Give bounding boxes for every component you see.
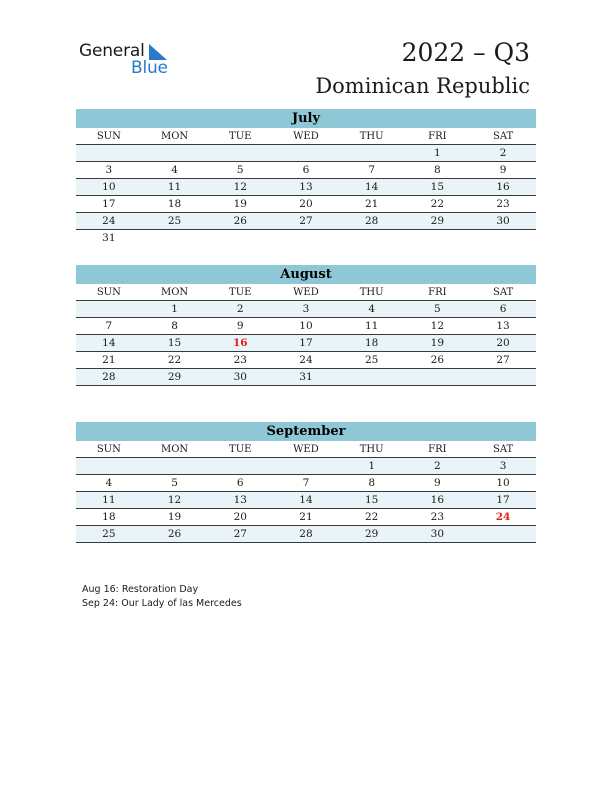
- weekday-header-row: [76, 441, 536, 458]
- day-cell: 26: [233, 215, 247, 227]
- week-row: [76, 526, 536, 543]
- weekday-label: SUN: [96, 131, 121, 142]
- holiday-note: Sep 24: Our Lady of las Mercedes: [82, 598, 242, 609]
- day-cell: 15: [430, 181, 445, 193]
- day-cell: 5: [171, 477, 178, 489]
- day-cell: [142, 458, 208, 474]
- day-cell: 21: [102, 354, 116, 366]
- day-cell: 19: [430, 337, 445, 349]
- day-cell: 18: [102, 511, 116, 523]
- day-cell: [273, 145, 339, 161]
- day-cell: 8: [434, 164, 441, 176]
- day-cell: [273, 458, 339, 474]
- week-row: [76, 458, 536, 475]
- weekday-header-row: [76, 284, 536, 301]
- month-name: July: [76, 109, 536, 128]
- day-cell: 12: [430, 320, 445, 332]
- day-cell: 9: [499, 164, 507, 176]
- weekday-label: SAT: [492, 444, 514, 455]
- day-cell: 30: [233, 371, 247, 383]
- day-cell: [142, 230, 208, 247]
- week-row: [76, 213, 536, 230]
- day-cell: 1: [368, 460, 375, 472]
- weekday-label: TUE: [229, 131, 252, 142]
- day-cell: [76, 145, 142, 161]
- day-cell: [339, 230, 405, 247]
- day-cell: 9: [236, 320, 244, 332]
- day-cell: 26: [430, 354, 445, 366]
- month-name: August: [76, 265, 536, 284]
- day-cell: [142, 145, 208, 161]
- weekday-label: THU: [359, 444, 384, 455]
- week-row: [76, 196, 536, 213]
- day-cell: 12: [167, 494, 182, 506]
- day-cell: 8: [171, 320, 178, 332]
- day-cell: 23: [496, 198, 510, 210]
- day-cell: 28: [299, 528, 313, 540]
- logo-word-blue: Blue: [131, 58, 168, 78]
- weekday-label: MON: [160, 444, 189, 455]
- day-cell: [339, 369, 405, 385]
- day-cell: 28: [364, 215, 379, 227]
- day-cell: [273, 230, 339, 247]
- weekday-label: MON: [160, 287, 189, 298]
- day-cell: [76, 301, 142, 317]
- day-cell: 27: [299, 215, 313, 227]
- day-cell: 17: [299, 337, 313, 349]
- day-cell: 18: [364, 337, 379, 349]
- day-cell: [207, 145, 273, 161]
- day-cell: 22: [167, 354, 182, 366]
- week-row: [76, 492, 536, 509]
- day-cell: 29: [364, 528, 379, 540]
- day-cell: 11: [364, 320, 379, 332]
- day-cell: 17: [102, 198, 116, 210]
- day-cell: 7: [105, 320, 113, 332]
- weekday-label: TUE: [229, 287, 252, 298]
- day-cell: 6: [302, 164, 310, 176]
- day-cell: 16: [430, 494, 445, 506]
- day-cell: 31: [299, 371, 313, 383]
- day-cell: 10: [299, 320, 313, 332]
- page-title-country: Dominican Republic: [315, 74, 530, 98]
- day-cell: 5: [236, 164, 244, 176]
- day-cell: 4: [171, 164, 178, 176]
- day-cell: 14: [299, 494, 313, 506]
- day-cell: 23: [430, 511, 445, 523]
- week-row: [76, 335, 536, 352]
- day-cell: 21: [364, 198, 379, 210]
- holiday-day-cell: 16: [232, 337, 248, 349]
- month-name: September: [76, 422, 536, 441]
- weekday-label: WED: [293, 287, 319, 298]
- day-cell: [470, 369, 536, 385]
- day-cell: 2: [236, 303, 244, 315]
- weekday-header-row: [76, 128, 536, 145]
- day-cell: 25: [364, 354, 379, 366]
- day-cell: 18: [167, 198, 182, 210]
- day-cell: 15: [167, 337, 182, 349]
- day-cell: [207, 230, 273, 247]
- day-cell: 30: [430, 528, 445, 540]
- day-cell: [470, 526, 536, 542]
- day-cell: 14: [102, 337, 116, 349]
- day-cell: 22: [364, 511, 379, 523]
- day-cell: 23: [233, 354, 247, 366]
- day-cell: [207, 458, 273, 474]
- day-cell: 4: [368, 303, 375, 315]
- day-cell: 22: [430, 198, 445, 210]
- day-cell: 1: [434, 147, 441, 159]
- week-row: [76, 301, 536, 318]
- holiday-day-cell: 24: [495, 511, 511, 523]
- week-row: [76, 509, 536, 526]
- day-cell: 11: [102, 494, 116, 506]
- weekday-label: FRI: [428, 444, 447, 455]
- weekday-label: FRI: [428, 287, 447, 298]
- month-july: [76, 109, 536, 247]
- week-row: [76, 352, 536, 369]
- weekday-label: TUE: [229, 444, 252, 455]
- week-row: [76, 369, 536, 386]
- day-cell: 13: [233, 494, 247, 506]
- weekday-label: THU: [359, 287, 384, 298]
- day-cell: 28: [102, 371, 116, 383]
- day-cell: 8: [368, 477, 375, 489]
- day-cell: 19: [167, 511, 182, 523]
- day-cell: 11: [167, 181, 182, 193]
- holiday-notes: [82, 583, 242, 611]
- week-row: [76, 475, 536, 492]
- week-row: [76, 145, 536, 162]
- weekday-label: FRI: [428, 131, 447, 142]
- day-cell: 4: [105, 477, 113, 489]
- day-cell: 3: [302, 303, 310, 315]
- week-row: [76, 318, 536, 335]
- day-cell: 26: [167, 528, 182, 540]
- day-cell: 1: [171, 303, 178, 315]
- day-cell: 3: [499, 460, 507, 472]
- weekday-label: SAT: [492, 287, 514, 298]
- day-cell: 25: [102, 528, 116, 540]
- day-cell: [470, 230, 536, 247]
- day-cell: 27: [496, 354, 510, 366]
- weekday-label: SUN: [96, 287, 121, 298]
- month-august: [76, 265, 536, 386]
- weekday-label: WED: [293, 444, 319, 455]
- weekday-label: THU: [359, 131, 384, 142]
- day-cell: 14: [364, 181, 379, 193]
- generalblue-logo: [79, 41, 179, 81]
- holiday-note: Aug 16: Restoration Day: [82, 584, 199, 595]
- day-cell: [339, 145, 405, 161]
- day-cell: 2: [434, 460, 441, 472]
- day-cell: 21: [299, 511, 313, 523]
- day-cell: 24: [102, 215, 116, 227]
- page-title-year: 2022 – Q3: [401, 38, 530, 67]
- day-cell: 20: [299, 198, 313, 210]
- day-cell: 7: [302, 477, 310, 489]
- day-cell: [76, 458, 142, 474]
- day-cell: 7: [368, 164, 375, 176]
- day-cell: 3: [105, 164, 113, 176]
- day-cell: 30: [496, 215, 510, 227]
- week-row: [76, 179, 536, 196]
- day-cell: 5: [434, 303, 441, 315]
- day-cell: 17: [496, 494, 510, 506]
- day-cell: 27: [233, 528, 247, 540]
- day-cell: 29: [167, 371, 182, 383]
- day-cell: 12: [233, 181, 247, 193]
- weekday-label: WED: [293, 131, 319, 142]
- day-cell: 10: [102, 181, 116, 193]
- weekday-label: MON: [160, 131, 189, 142]
- day-cell: 29: [430, 215, 445, 227]
- day-cell: [405, 230, 471, 247]
- day-cell: 6: [499, 303, 507, 315]
- month-september: [76, 422, 536, 543]
- day-cell: 6: [236, 477, 244, 489]
- day-cell: 13: [496, 320, 510, 332]
- day-cell: 20: [496, 337, 510, 349]
- day-cell: 10: [496, 477, 510, 489]
- day-cell: 20: [233, 511, 247, 523]
- day-cell: 13: [299, 181, 313, 193]
- day-cell: 15: [364, 494, 379, 506]
- weekday-label: SAT: [492, 131, 514, 142]
- day-cell: 31: [102, 232, 116, 244]
- day-cell: 19: [233, 198, 247, 210]
- day-cell: 24: [299, 354, 313, 366]
- weekday-label: SUN: [96, 444, 121, 455]
- day-cell: 9: [434, 477, 441, 489]
- day-cell: 16: [496, 181, 510, 193]
- day-cell: 2: [499, 147, 507, 159]
- logo-word-general: General: [79, 41, 145, 61]
- day-cell: [405, 369, 471, 385]
- week-row: [76, 230, 536, 247]
- day-cell: 25: [167, 215, 182, 227]
- week-row: [76, 162, 536, 179]
